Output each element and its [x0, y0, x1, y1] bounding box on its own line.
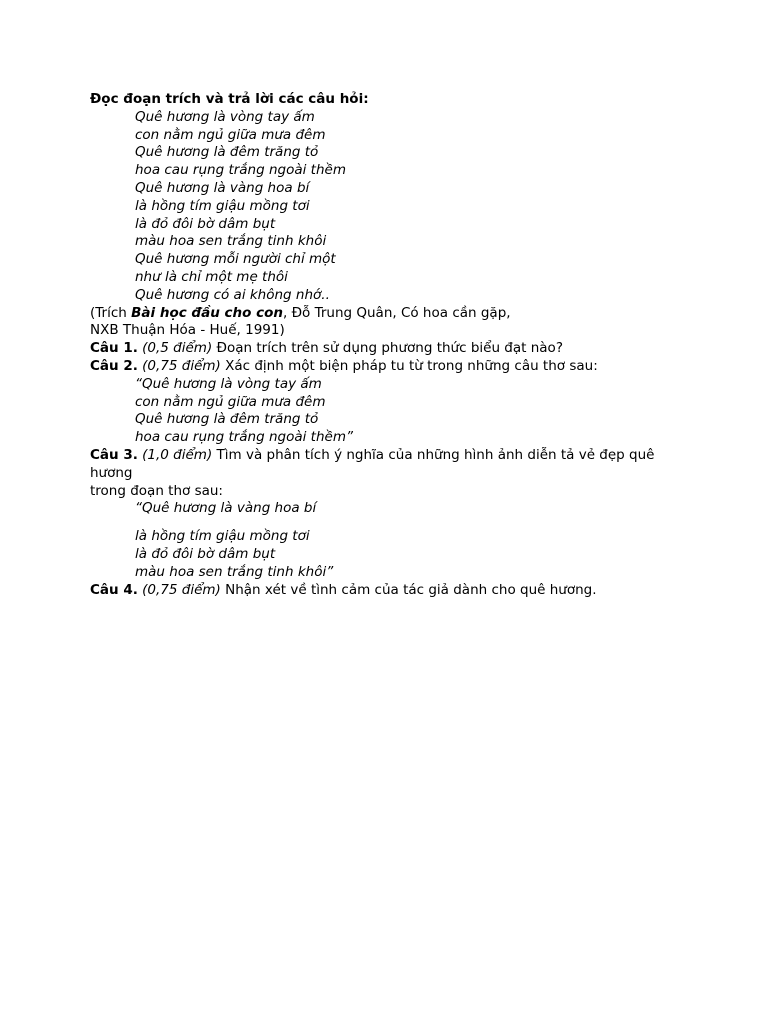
- poem-excerpt: [90, 109, 690, 305]
- question-2-text: Xác định một biện pháp tu từ trong những câu thơ sau:: [220, 357, 598, 374]
- quote-line: hoa cau rụng trắng ngoài thềm”: [135, 429, 353, 446]
- poem-line: là hồng tím giậu mồng tơi: [135, 197, 310, 214]
- source-citation: [90, 305, 690, 323]
- poem-line: Quê hương là đêm trăng tỏ: [135, 144, 319, 161]
- question-4-text: Nhận xét về tình cảm của tác giả dành cho quê hương.: [220, 581, 597, 598]
- quote-line: màu hoa sen trắng tinh khôi”: [135, 563, 334, 580]
- question-2: [90, 358, 690, 376]
- poem-line: Quê hương có ai không nhớ..: [135, 286, 330, 303]
- quote-spacer: [90, 518, 690, 528]
- quote-line: con nằm ngủ giữa mưa đêm: [135, 393, 326, 410]
- question-2-points: (0,75 điểm): [142, 357, 221, 374]
- question-1-label: Câu 1.: [90, 340, 138, 357]
- source-prefix: (Trích: [90, 304, 132, 321]
- question-3-quote: [90, 500, 690, 581]
- question-4-label: Câu 4.: [90, 581, 138, 598]
- question-2-quote: [90, 376, 690, 447]
- source-title: Bài học đầu cho con: [131, 304, 283, 321]
- question-1-points: (0,5 điểm): [142, 340, 213, 357]
- question-4-points: (0,75 điểm): [142, 581, 221, 598]
- question-3: [90, 447, 690, 483]
- poem-line: màu hoa sen trắng tinh khôi: [135, 233, 327, 250]
- source-suffix: , Đỗ Trung Quân, Có hoa cần gặp,: [282, 304, 511, 321]
- quote-line: “Quê hương là vòng tay ấm: [135, 375, 322, 392]
- poem-line: Quê hương là vòng tay ấm: [135, 108, 315, 125]
- quote-line: là đỏ đôi bờ dâm bụt: [135, 545, 276, 562]
- question-3-text: Tìm và phân tích ý nghĩa của những hình ảnh diễn tả vẻ đẹp quê hương: [90, 446, 655, 481]
- poem-line: Quê hương là vàng hoa bí: [135, 179, 310, 196]
- poem-line: con nằm ngủ giữa mưa đêm: [135, 126, 326, 143]
- instruction-heading: Đọc đoạn trích và trả lời các câu hỏi:: [90, 91, 369, 107]
- poem-line: như là chỉ một mẹ thôi: [135, 268, 288, 285]
- question-1: [90, 340, 690, 358]
- poem-line: Quê hương mỗi người chỉ một: [135, 251, 336, 268]
- question-1-text: Đoạn trích trên sử dụng phương thức biểu đạt nào?: [212, 340, 563, 357]
- question-2-label: Câu 2.: [90, 357, 138, 374]
- question-3-text-continued: trong đoạn thơ sau:: [90, 482, 223, 499]
- poem-line: là đỏ đôi bờ dâm bụt: [135, 215, 276, 232]
- quote-line: là hồng tím giậu mồng tơi: [135, 528, 310, 545]
- quote-line: Quê hương là đêm trăng tỏ: [135, 411, 319, 428]
- source-publisher: NXB Thuận Hóa - Huế, 1991): [90, 322, 285, 339]
- document-page: [90, 91, 690, 599]
- poem-line: hoa cau rụng trắng ngoài thềm: [135, 162, 346, 179]
- quote-line: “Quê hương là vàng hoa bí: [135, 500, 317, 517]
- question-3-label: Câu 3.: [90, 446, 138, 463]
- question-3-points: (1,0 điểm): [142, 446, 213, 463]
- question-4: [90, 582, 690, 600]
